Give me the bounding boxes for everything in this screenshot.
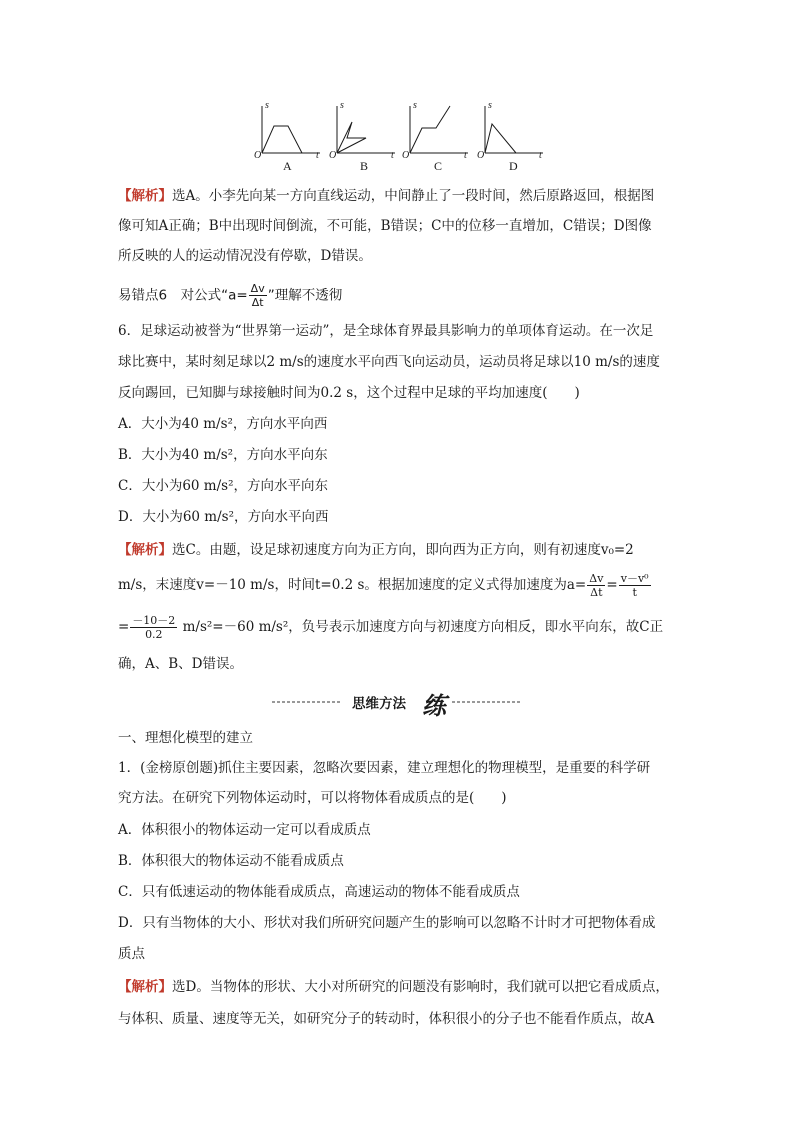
q6-analysis-line1 bbox=[118, 540, 634, 560]
s1-q1-option-a: A．体积很小的物体运动一定可以看成质点 bbox=[118, 822, 371, 838]
axis-s-a: s bbox=[265, 100, 269, 111]
q6-analysis-text3: m/s²=－60 m/s²，负号表示加速度方向与初速度方向相反，即水平向东，故C正 bbox=[178, 619, 664, 635]
axis-t-d: t bbox=[539, 150, 542, 161]
q6-line3: 反向踢回，已知脚与球接触时间为0.2 s，这个过程中足球的平均加速度( ) bbox=[118, 385, 580, 401]
graph-a bbox=[262, 106, 320, 153]
s1-analysis-line2: 与体积、质量、速度等无关，如研究分子的转动时，体积很小的分子也不能看作质点，故A bbox=[118, 1011, 655, 1027]
q6-option-b: B．大小为40 m/s²，方向水平向东 bbox=[118, 447, 328, 463]
q5-analysis-line1 bbox=[118, 186, 654, 206]
equals-sign: = bbox=[606, 577, 618, 593]
q5-analysis-text1: 选A。小李先向某一方向直线运动，中间静止了一段时间，然后原路返回，根据图 bbox=[172, 188, 655, 204]
s1-analysis-text1: 选D。当物体的形状、大小对所研究的问题没有影响时，我们就可以把它看成质点， bbox=[172, 979, 669, 995]
s1-q1-line1: 1．(金榜原创题)抓住主要因素，忽略次要因素，建立理想化的物理模型，是重要的科学研 bbox=[118, 760, 651, 776]
banner-rule-left bbox=[272, 701, 342, 703]
frac-num: Δv bbox=[250, 282, 265, 295]
s1-q1-option-c: C．只有低速运动的物体能看成质点，高速运动的物体不能看成质点 bbox=[118, 884, 520, 900]
axis-t-c: t bbox=[464, 150, 467, 161]
frac-num: v－v⁰ bbox=[620, 572, 649, 585]
pitfall-6-prefix: 易错点6 对公式“a= bbox=[118, 287, 248, 304]
q6-option-d: D．大小为60 m/s²，方向水平向西 bbox=[118, 509, 329, 525]
frac-den: Δt bbox=[251, 296, 264, 309]
st-graphs-svg bbox=[250, 98, 550, 178]
banner-text: 思维方法 bbox=[352, 696, 406, 712]
axis-t-a: t bbox=[316, 150, 319, 161]
s1-q1-option-b: B．体积很大的物体运动不能看成质点 bbox=[118, 853, 344, 869]
q6-option-a: A．大小为40 m/s²，方向水平向西 bbox=[118, 416, 328, 432]
axis-s-c: s bbox=[413, 100, 417, 111]
fraction-numeric bbox=[130, 614, 177, 641]
graph-label-a: A bbox=[283, 159, 292, 173]
graph-label-c: C bbox=[434, 159, 443, 173]
banner-big-char: 练 bbox=[422, 691, 446, 720]
frac-den: t bbox=[632, 586, 637, 599]
st-graphs-figure bbox=[250, 98, 550, 178]
graph-b bbox=[337, 106, 395, 153]
q6-line1: 6．足球运动被誉为“世界第一运动”，是全球体育界最具影响力的单项体育运动。在一次足 bbox=[118, 323, 654, 339]
q6-analysis-text2: m/s，末速度v=－10 m/s，时间t=0.2 s。根据加速度的定义式得加速度为a= bbox=[118, 577, 587, 593]
q6-line2: 球比赛中，某时刻足球以2 m/s的速度水平向西飞向运动员，运动员将足球以10 m/s的速度 bbox=[118, 354, 660, 370]
frac-den: Δt bbox=[590, 586, 603, 599]
section-1-heading: 一、理想化模型的建立 bbox=[118, 730, 253, 746]
graph-c bbox=[410, 106, 468, 153]
banner-rule-right bbox=[452, 701, 522, 703]
axis-s-d: s bbox=[488, 100, 492, 111]
q6-analysis-line4: 确，A、B、D错误。 bbox=[118, 656, 243, 672]
origin-a: O bbox=[254, 150, 262, 161]
axis-t-b: t bbox=[391, 150, 394, 161]
frac-num: －10－2 bbox=[132, 614, 176, 627]
q5-analysis-line2: 像可知A正确；B中出现时间倒流，不可能，B错误；C中的位移一直增加，C错误；D图像 bbox=[118, 218, 652, 234]
origin-d: O bbox=[477, 150, 485, 161]
fraction-dv-dt bbox=[587, 572, 605, 599]
q6-analysis-line3 bbox=[118, 614, 663, 641]
axis-s-b: s bbox=[340, 100, 344, 111]
fraction-v-v0-t bbox=[619, 572, 651, 599]
s1-q1-option-d-cont: 质点 bbox=[118, 946, 145, 962]
pitfall-6-heading bbox=[118, 282, 342, 309]
frac-den: 0.2 bbox=[145, 628, 163, 641]
origin-c: O bbox=[402, 150, 410, 161]
graph-label-b: B bbox=[360, 159, 369, 173]
frac-num: Δv bbox=[589, 572, 604, 585]
s1-analysis-line1 bbox=[118, 977, 669, 997]
graph-d bbox=[485, 106, 543, 153]
pitfall-6-suffix: ”理解不透彻 bbox=[267, 287, 343, 304]
analysis-tag: 【解析】 bbox=[118, 979, 172, 995]
section-banner bbox=[272, 691, 522, 720]
origin-b: O bbox=[329, 150, 337, 161]
s1-q1-option-d: D．只有当物体的大小、形状对我们所研究问题产生的影响可以忽略不计时才可把物体看成 bbox=[118, 915, 656, 931]
graph-label-d: D bbox=[509, 159, 518, 173]
s1-q1-line2: 究方法。在研究下列物体运动时，可以将物体看成质点的是( ) bbox=[118, 790, 507, 806]
q6-analysis-line2 bbox=[118, 572, 652, 599]
pitfall-6-fraction bbox=[249, 282, 267, 309]
q5-analysis-line3: 所反映的人的运动情况没有停歇，D错误。 bbox=[118, 248, 372, 264]
q6-analysis-text1: 选C。由题，设足球初速度方向为正方向，即向西为正方向，则有初速度v₀=2 bbox=[172, 542, 634, 558]
equals-sign: = bbox=[118, 619, 130, 635]
q6-option-c: C．大小为60 m/s²，方向水平向东 bbox=[118, 478, 328, 494]
analysis-tag: 【解析】 bbox=[118, 542, 172, 558]
analysis-tag: 【解析】 bbox=[118, 188, 172, 204]
